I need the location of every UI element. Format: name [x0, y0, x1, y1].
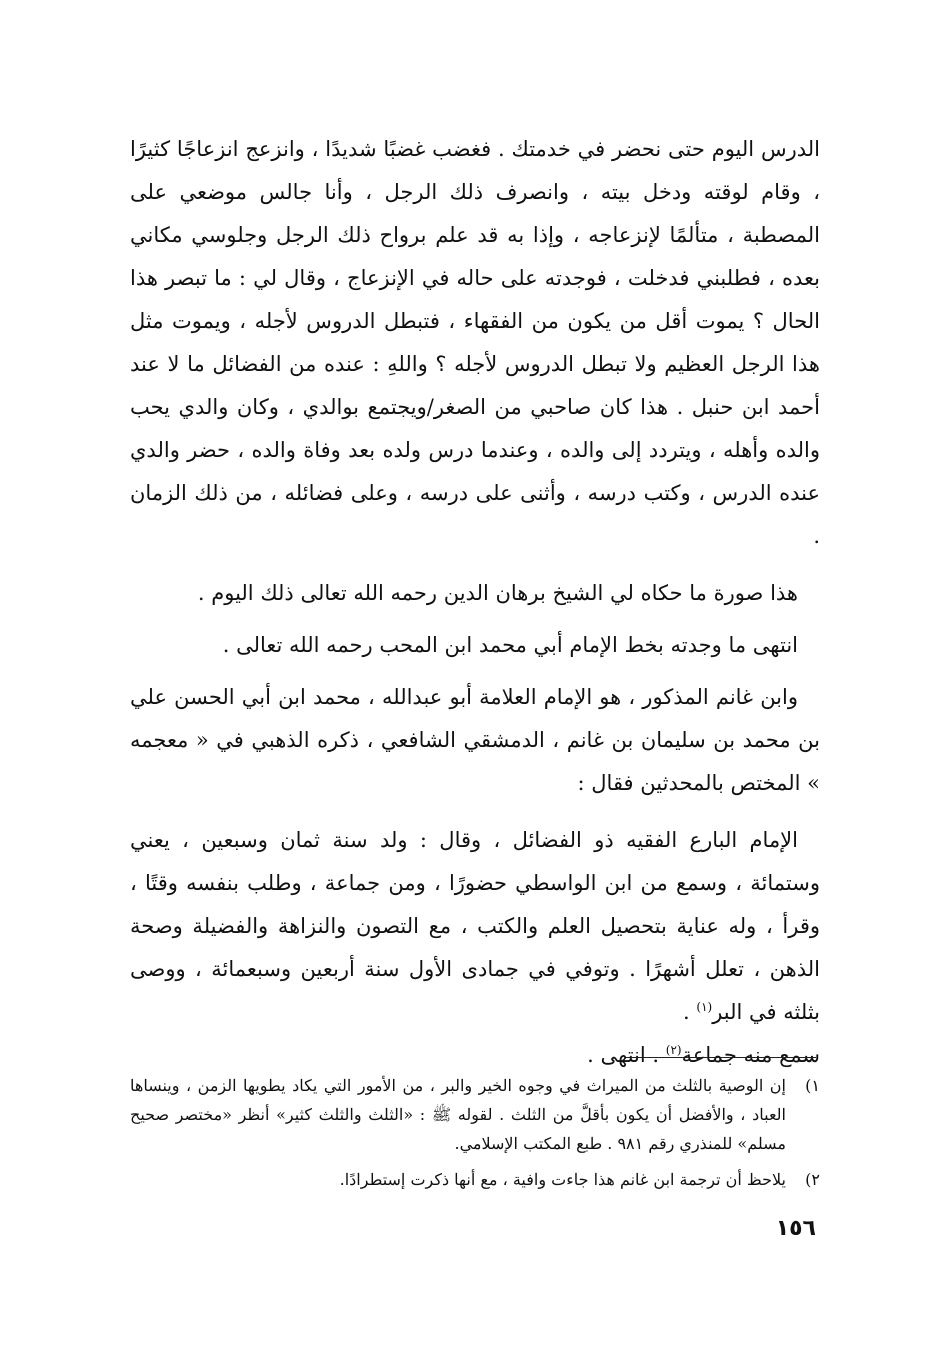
footnote-divider [626, 1057, 816, 1058]
page-number: ١٥٦ [775, 1216, 816, 1241]
paragraph-narration: هذا صورة ما حكاه لي الشيخ برهان الدين رحمه الله تعالى ذلك اليوم . [197, 581, 798, 605]
paragraph-ibn-ghanim: وابن غانم المذكور ، هو الإمام العلامة أبو عبدالله ، محمد ابن أبي الحسن علي بن محمد بن سليمان بن غانم ، الدمشقي الشافعي ، ذكره الذهبي في « معجمه » المختص بالمحدثين فقال : [130, 685, 820, 795]
paragraph-biography: الإمام البارع الفقيه ذو الفضائل ، وقال : ولد سنة ثمان وسبعين ، يعني وستمائة ، وسمع من ابن الواسطي حضورًا ، ومن جماعة ، وطلب بنفسه وقتًا ، وقرأ ، وله عناية بتحصيل العلم والكتب ، مع التصون والنزاهة والفضيلة وصحة الذهن ، تعلل أشهرًا . وتوفي في جمادى الأول سنة أربعين وسبعمائة ، ووصى بثلثه في البر$^{(١)}$ . سمع منه جماعة$^{(٢)}$ . انتهى . [130, 828, 820, 1067]
biography-text-end: . انتهى . [587, 1043, 660, 1067]
footnote-text: إن الوصية بالثلث من الميراث في وجوه الخير والبر ، من الأمور التي يكاد يطويها الزمن ، وينساها العباد ، والأفضل أن يكون بأقلَّ من الثلث . لقوله ﷺ : «الثلث والثلث كثير» أنظر «مختصر صحيح مسلم» للمنذري رقم ٩٨١ . طبع المكتب الإسلامي. [130, 1076, 786, 1153]
paragraph-end-quote: انتهى ما وجدته بخط الإمام أبي محمد ابن المحب رحمه الله تعالى . [222, 633, 798, 657]
footnote-1 [130, 1071, 820, 1158]
footnote-text: يلاحظ أن ترجمة ابن غانم هذا جاءت وافية ، مع أنها ذكرت إستطرادًا. [339, 1170, 786, 1189]
footnote-number: ١) [805, 1076, 820, 1095]
footnote-2 [130, 1165, 820, 1194]
main-text [130, 128, 820, 1077]
paragraph-story: الدرس اليوم حتى نحضر في خدمتك . فغضب غضبًا شديدًا ، وانزعج انزعاجًا كثيرًا ، وقام لوقته ودخل بيته ، وانصرف ذلك الرجل ، وأنا جالس موضعي على المصطبة ، متألمًا لإنزعاجه ، وإذا به قد علم برواح ذلك الرجل وجلوسي مكاني بعده ، فطلبني فدخلت ، فوجدته على حاله في الإنزعاج ، وقال لي : ما تبصر هذا الحال ؟ يموت أقل من يكون من الفقهاء ، فتبطل الدروس لأجله ، ويموت مثل هذا الرجل العظيم ولا تبطل الدروس لأجله ؟ واللهِ : عنده من الفضائل ما لا عند أحمد ابن حنبل . هذا كان صاحبي من الصغر/ويجتمع بوالدي ، وكان والدي يحب والده وأهله ، ويتردد إلى والده ، وعندما درس ولده بعد وفاة والده ، حضر والدي عنده الدرس ، وكتب درسه ، وأثنى على درسه ، وعلى فضائله ، من ذلك الزمان . [130, 137, 820, 548]
footnote-number: ٢) [805, 1170, 820, 1189]
footnote-ref-2[interactable]: (٢) [665, 1043, 682, 1057]
biography-text-heard: سمع منه جماعة [681, 1043, 820, 1067]
footnotes-section [130, 1071, 820, 1201]
biography-text: الإمام البارع الفقيه ذو الفضائل ، وقال : ولد سنة ثمان وسبعين ، يعني وستمائة ، وسمع من ابن الواسطي حضورًا ، ومن جماعة ، وطلب بنفسه وقتًا ، وقرأ ، وله عناية بتحصيل العلم والكتب ، مع التصون والنزاهة والفضيلة وصحة الذهن ، تعلل أشهرًا . وتوفي في جمادى الأول سنة أربعين وسبعمائة ، ووصى بثلثه في البر [130, 828, 820, 1024]
footnote-ref-1[interactable]: (١) [696, 1000, 713, 1014]
